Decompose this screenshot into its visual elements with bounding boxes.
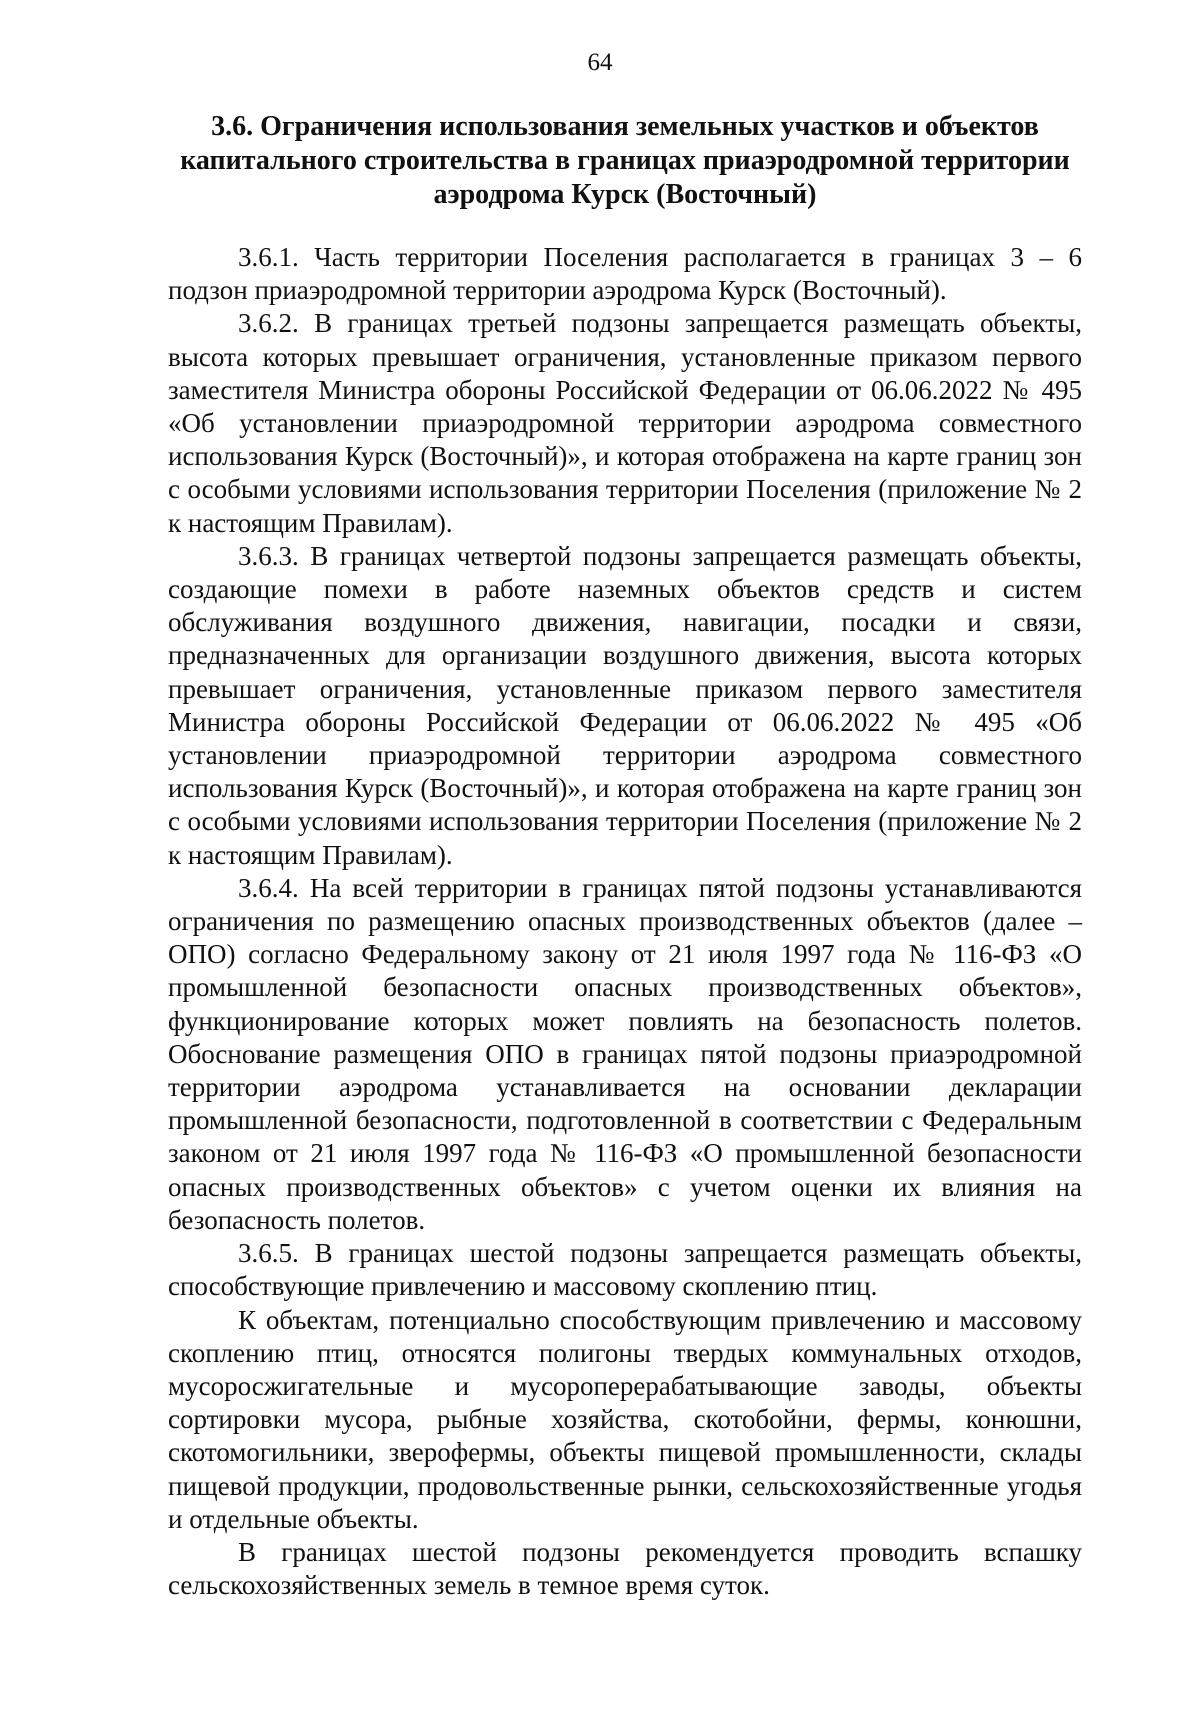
paragraph-3-6-5: 3.6.5. В границах шестой подзоны запрещается размещать объекты, способствующие привлечению и массовому скоплению птиц.: [168, 1238, 1082, 1302]
paragraph-3-6-2: 3.6.2. В границах третьей подзоны запрещается размещать объекты, высота которых превышает ограничения, установленные приказом первого заместителя Министра обороны Российской Федерации от 06.06.2022 № 495 «Об установлении приаэродромной территории аэродрома совместного использования Курск (Восточный)», и которая отображена на карте границ зон с особыми условиями использования территории Поселения (приложение № 2 к настоящим Правилам).: [168, 308, 1082, 538]
paragraph-3-6-1: 3.6.1. Часть территории Поселения располагается в границах 3 – 6 подзон приаэродромной территории аэродрома Курск (Восточный).: [168, 242, 1082, 306]
paragraph-plowing-recommendation: В границах шестой подзоны рекомендуется проводить вспашку сельскохозяйственных земель в темное время суток.: [168, 1536, 1082, 1601]
paragraph-3-6-3: 3.6.3. В границах четвертой подзоны запрещается размещать объекты, создающие помехи в работе наземных объектов средств и систем обслуживания воздушного движения, навигации, посадки и связи, предназначенных для организации воздушного движения, высота которых превышает ограничения, установленные приказом первого заместителя Министра обороны Российской Федерации от 06.06.2022 № 495 «Об установлении приаэродромной территории аэродрома совместного использования Курск (Восточный)», и которая отображена на карте границ зон с особыми условиями использования территории Поселения (приложение № 2 к настоящим Правилам).: [168, 540, 1082, 870]
section-heading: 3.6. Ограничения использования земельных участков и объектов капитального строительства в границах приаэродромной территории аэродрома Курск (Восточный): [180, 111, 1070, 210]
paragraph-3-6-4: 3.6.4. На всей территории в границах пятой подзоны устанавливаются ограничения по размещению опасных производственных объектов (далее – ОПО) согласно Федеральному закону от 21 июля 1997 года № 116-ФЗ «О промышленной безопасности опасных производственных объектов», функционирование которых может повлиять на безопасность полетов. Обоснование размещения ОПО в границах пятой подзоны приаэродромной территории аэродрома устанавливается на основании декларации промышленной безопасности, подготовленной в соответствии с Федеральным законом от 21 июля 1997 года № 116-ФЗ «О промышленной безопасности опасных производственных объектов» с учетом оценки их влияния на безопасность полетов.: [168, 872, 1082, 1235]
document-body: [168, 241, 1082, 1602]
page-number: 64: [587, 49, 613, 76]
paragraph-bird-objects: К объектам, потенциально способствующим привлечению и массовому скоплению птиц, относятся полигоны твердых коммунальных отходов, мусоросжигательные и мусороперерабатывающие заводы, объекты сортировки мусора, рыбные хозяйства, скотобойни, фермы, конюшни, скотомогильники, зверофермы, объекты пищевой промышленности, склады пищевой продукции, продовольственные рынки, сельскохозяйственные угодья и отдельные объекты.: [168, 1304, 1082, 1534]
